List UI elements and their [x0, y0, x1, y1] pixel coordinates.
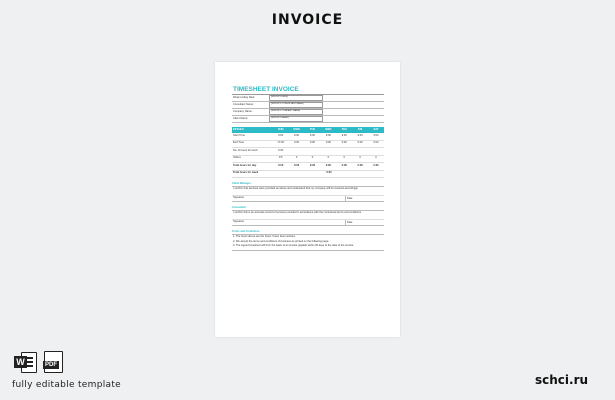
signature-label: Signature — [233, 196, 245, 200]
terms-list — [232, 235, 384, 251]
table-cell: 0 — [359, 156, 361, 160]
table-row — [232, 148, 384, 156]
table-row — [232, 133, 384, 141]
field-value: [SPECIFY DATE] — [269, 95, 323, 101]
table-cell: 0:00 — [341, 141, 347, 145]
table-cell: 0:00 — [325, 141, 331, 145]
field-row — [232, 95, 384, 102]
row-label: Start Time — [233, 133, 245, 137]
row-label: End Time — [233, 141, 244, 145]
table-cell: 0 — [343, 156, 345, 160]
signature-label: Signature — [233, 220, 245, 224]
col-header: WED — [325, 127, 332, 131]
field-value: [SPECIFY NAME] — [269, 116, 323, 122]
field-label: Consultant Name: — [233, 102, 254, 106]
table-cell: 0:00 — [357, 141, 363, 145]
date-label: Date — [347, 197, 353, 200]
table-cell: 0:00 — [309, 163, 316, 167]
table-cell: 0:00 — [309, 141, 315, 145]
pdf-icon — [44, 351, 63, 373]
term-item: 2. We accept the terms and conditions of business as printed on the following page. — [233, 239, 329, 243]
field-row — [232, 116, 384, 123]
col-header: TUE — [309, 127, 316, 131]
col-header: MON — [293, 127, 300, 131]
field-value: [SPECIFY CONSULTANT NAME] — [269, 102, 323, 108]
table-cell: 0:00 — [293, 163, 300, 167]
col-header: SAT — [373, 127, 379, 131]
client-manager-statement: I confirm that services were provided as above and understand that my company will be invoiced accordingly. — [232, 187, 384, 196]
date-label: Date — [347, 221, 353, 224]
word-icon — [14, 351, 37, 372]
field-label: Week ending Date: — [233, 95, 256, 99]
site-watermark: schci.ru — [535, 373, 589, 387]
client-signature-row — [232, 196, 384, 202]
table-cell: 0:30 — [278, 148, 284, 152]
field-label: Company Name: — [233, 109, 253, 113]
table-cell: 9:00 — [325, 133, 331, 137]
week-total-value: 9:20 — [326, 171, 332, 175]
timesheet-invoice — [232, 85, 384, 251]
row-label: Others — [233, 156, 241, 160]
table-cell: 0 — [327, 156, 330, 160]
table-cell: 9:00 — [341, 133, 347, 137]
term-item: 3. The signed timesheet will form the basis of an invoice payable within 30 days of the date of the invoice. — [233, 244, 354, 247]
row-label: No. of hours for lunch — [233, 148, 258, 152]
consultant-heading: Consultant: — [232, 205, 384, 211]
table-cell: 0:00 — [373, 163, 379, 167]
field-value: [SPECIFY COMPANY NAME] — [269, 109, 323, 115]
col-header: FRI — [358, 127, 363, 131]
doc-title: TIMESHEET INVOICE — [232, 85, 384, 95]
table-cell: 0:00 — [373, 141, 379, 145]
term-item: 1. The hours above are the hours I have been worked. — [233, 235, 296, 238]
table-cell: 17:00 — [277, 141, 284, 145]
table-cell: 0:00 — [294, 141, 300, 145]
table-cell: 9:00 — [357, 133, 363, 137]
consultant-signature-row — [232, 220, 384, 226]
file-format-icons — [14, 351, 63, 373]
week-total-row — [232, 171, 384, 179]
col-header: THU — [341, 127, 347, 131]
table-cell: 9:00 — [373, 133, 379, 137]
document-preview — [215, 62, 400, 337]
terms-heading: Terms and Conditions: — [232, 229, 384, 235]
field-row — [232, 109, 384, 116]
table-cell: 0 — [295, 156, 298, 160]
table-row — [232, 156, 384, 164]
caption: fully editable template — [12, 380, 121, 390]
consultant-statement: I confirm this is an accurate record of services provided in accordance with the contractual terms and conditions. — [232, 211, 384, 220]
pdf-label: PDF — [45, 362, 57, 368]
table-cell: 9:00 — [294, 133, 300, 137]
field-label: Client Name: — [233, 116, 248, 120]
word-letter: W — [14, 356, 27, 368]
col-header: SUN — [277, 127, 284, 131]
page-title: INVOICE — [271, 12, 344, 28]
table-cell: 0:00 — [357, 163, 363, 167]
week-total-label: Total hours for week — [233, 171, 259, 175]
table-cell: 0:00 — [341, 163, 347, 167]
field-row — [232, 102, 384, 109]
table-row — [232, 141, 384, 149]
table-cell: 0:00 — [278, 163, 284, 167]
table-row — [232, 163, 384, 171]
table-cell: 0:00 — [325, 163, 331, 167]
client-manager-heading: Client Manager: — [232, 181, 384, 187]
row-label: Total hours for day — [233, 163, 257, 167]
table-cell: 9:00 — [278, 133, 284, 137]
table-cell: 0:5 — [278, 156, 283, 160]
table-cell: 9:00 — [309, 133, 315, 137]
info-fields — [232, 95, 384, 123]
table-cell: 0 — [311, 156, 314, 160]
table-cell: 0 — [375, 156, 377, 160]
col-header: DETAILS — [233, 127, 244, 131]
